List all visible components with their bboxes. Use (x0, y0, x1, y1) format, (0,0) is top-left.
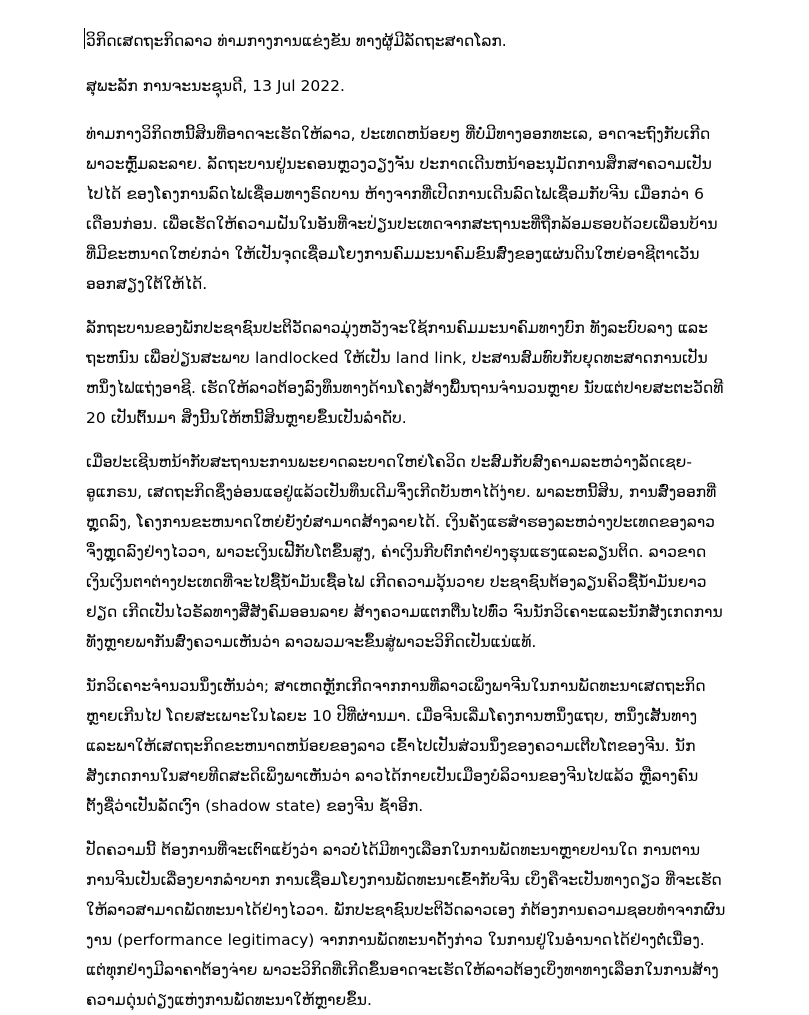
body-paragraph-5[interactable]: ປັດຄວາມນີ້ ຕ້ອງການທີ່ຈະເຕົາແຍ້ງວ່າ ລາວບໍ່ໄດ້ມີທາງເລືອກໃນການພັດທະນາຫຼາຍປານໃດ ການຕານການຈີນເປັນເລື່ອງຍາກລຳບາກ ການເຊື່ອມໂຍງການພັດທະນາເຂົ້າກັບຈີນ ເບິ່ງຄືຈະເປັນທາງດຽວ ທີ່ຈະເຮັດໃຫ້ລາວສາມາດພັດທະນາໄດ້ຢ່າງໄວວາ. ພັກປະຊາຊົນປະຕິວັດລາວເອງ ກໍຕ້ອງການຄວາມຊອບທຳຈາກຜົນງານ (performance legitimacy) ຈາກການພັດທະນາດັ້ງກ່າວ ໃນການຢູ່ໃນອຳນາດໄດ້ຢ່າງຕໍ່ເນື່ອງ. ແຕ່ທຸກຢ່າງມີລາຄາຕ້ອງຈ່າຍ ພາວະວິກິດທີ່ເກີດຂຶ້ນອາດຈະເຮັດໃຫ້ລາວຕ້ອງເບິ່ງທາທາງເລືອກໃນການສ້າງຄວາມດຸ່ນດ່ຽງແຫ່ງການພັດທະນາໃຫ້ຫຼາຍຂຶ້ນ. (86, 841, 726, 1009)
body-paragraph-4[interactable]: ນັກວິເຄາະຈຳນວນນຶ່ງເຫັນວ່າ; ສາເຫດຫຼັກເກີດຈາກການທີ່ລາວເພິ່ງພາຈີນໃນການພັດທະນາເສດຖະກິດຫຼາຍເກີນໄປ ໂດຍສະເພາະໃນໄລຍະ 10 ປີທີ່ຜ່ານມາ. ເມື່ອຈີນເລີ່ມໂຄງການຫນຶ່ງແຖບ, ຫນຶ່ງເສັ້ນທາງ ແລະພາໃຫ້ເສດຖະກິດຂະຫນາດຫນ້ອຍຂອງລາວ ເຂົ້າໄປເປັນສ່ວນນຶ່ງຂອງຄວາມເຕີບໂຕຂອງຈີນ. ນັກສັງເກດການໃນສາຍທີດສະດິເພິ່ງພາເຫັນວ່າ ລາວໄດ້ກາຍເປັນເມືອງບໍລິວານຂອງຈີນໄປແລ້ວ ຫຼືລາງຄົນຕັ້ງຊື່ວ່າເປັນລັດເງົາ (shadow state) ຂອງຈີນ ຊ້ຳອີກ. (86, 677, 706, 815)
body-paragraph-2[interactable]: ລັກຖະບານຂອງພັກປະຊາຊົນປະຕິວັດລາວມຸ່ງຫວັງຈະໃຊ້ການຄົມມະນາຄົມທາງບົກ ທັງລະບົບລາງ ແລະຖະຫນົນ ເພື່ອປ່ຽນສະພາບ landlocked ໃຫ້ເປັນ land link, ປະສານສົມທົບກັບຍຸດທະສາດການເປັນຫນຶ່ງໄຟແຖ່ງອາຊີ. ເຮັດໃຫ້ລາວຕ້ອງລົງທຶນທາງດ້ານໂຄງສ້າງພື້ນຖານຈຳນວນຫຼາຍ ນັບແຕ່ປາຍສະຕະວັດທີ 20 ເປັນຕົ້ນມາ ສິ່ງນີ້ນໃຫ້ຫນີ້ສິນຫຼາຍຂຶ້ນເປັນລຳດັບ. (86, 319, 724, 427)
title-block[interactable] (86, 26, 726, 56)
page-title[interactable]: ວິກິດເສດຖະກິດລາວ ທ່າມກາງການແຂ່ງຂັນ ທາງຜູ້ມີລັດຖະສາດໂລກ. (86, 32, 507, 50)
byline-author-date[interactable]: ສຸພະລັກ ການຈະນະຊຸນດີ, 13 Jul 2022. (86, 77, 345, 95)
text-caret (84, 28, 85, 49)
body-paragraph-1[interactable]: ທ່າມກາງວິກິດຫນີ້ສິນທີ່ອາດຈະເຮັດໃຫ້ລາວ, ປະເທດຫນ້ອຍໆ ທີ່ບໍ່ມີທາງອອກທະເລ, ອາດຈະຖົງກັບເກີດພາວະຫຼົ້ມລະລາຍ. ລັດຖະບານຢູ່ນະຄອນຫຼວງວຽງຈັນ ປະກາດເດີນຫນ້າອະນຸມັດການສຶກສາຄວາມເປັນໄປໄດ້ ຂອງໂຄງການລົດໄຟເຊື່ອມທາງຣົດບານ ຫ້າງຈາກທີ່ເປີດການເດີນລົດໄຟເຊື່ອມກັບຈີນ ເມື່ອກວ່າ 6 ເດືອນກ່ອນ. ເພື່ອເຮັດໃຫ້ຄວາມຝັນໃນອັນທີ່ຈະປ່ຽນປະເທດຈາກສະຖານະທີ່ຖືກລ້ອມຮອບດ້ວຍເພື່ອນບ້ານທີ່ມີຂະຫນາດໃຫຍ່ກວ່າ ໃຫ້ເປັນຈຸດເຊື່ອມໂຍງການຄົມມະນາຄົມຂົນສົ່ງຂອງແຜ່ນດິນໃຫຍ່ອາຊີຕາເວັນອອກສຽງໃຕ້ໃຫ້ໄດ້. (86, 125, 718, 293)
body-paragraph-3[interactable]: ເມື່ອປະເຊີນຫນ້າກັບສະຖານະການພະຍາດລະບາດໃຫຍ່ໂຄວິດ ປະສົມກັບສົງຄາມລະຫວ່າງລັດເຊຍ-ອູແກຣນ, ເສດຖະກິດຊຶ່ງອ່ອນແອຢູ່ແລ້ວເປັນທຶນເດີມຈຶ່ງເກີດບັນຫາໄດ້ງ່າຍ. ພາລະຫນີ້ສິນ, ການສົ່ງອອກທີ່ຫຼຸດລົງ, ໂຄງການຂະຫນາດໃຫຍ່ຍັງບໍ່ສາມາດສ້າງລາຍໄດ້. ເງິນຄັງແຮສຳຮອງລະຫວ່າງປະເທດຂອງລາວຈຶ່ງຫຼຸດລົງຢ່າງໄວວາ, ພາວະເງິນເຟີ້ກັບໂຕຂຶ້ນສູງ, ຄ່າເງິນກີບຕົກຕ່ຳຢ່າງຮຸນແຮງແລະລຽນຕິດ. ລາວຂາດເງິນເງິນຕາຕ່າງປະເທດທີ່ຈະໄປຊື້ນ້ຳມັນເຊື້ອໄຟ ເກີດຄວາມວຸ້ນວາຍ ປະຊາຊົນຕ້ອງລຽນຄິວຊື້ນ້ຳມັນຍາວຢຽດ ເກີດເປັນໄວຣັລທາງສື່ສັງຄົມອອນລາຍ ສ້າງຄວາມແຕກຕື່ນໄປທົ່ວ ຈົນນັກວິເຄາະແລະນັກສັງເກດການທັງຫຼາຍພາກັນສົ່ງຄວາມເຫັນວ່າ ລາວພວມຈະຂຶ້ນສູ່ພາວະວິກິດເປັນແນ່ແທ້. (86, 453, 723, 651)
